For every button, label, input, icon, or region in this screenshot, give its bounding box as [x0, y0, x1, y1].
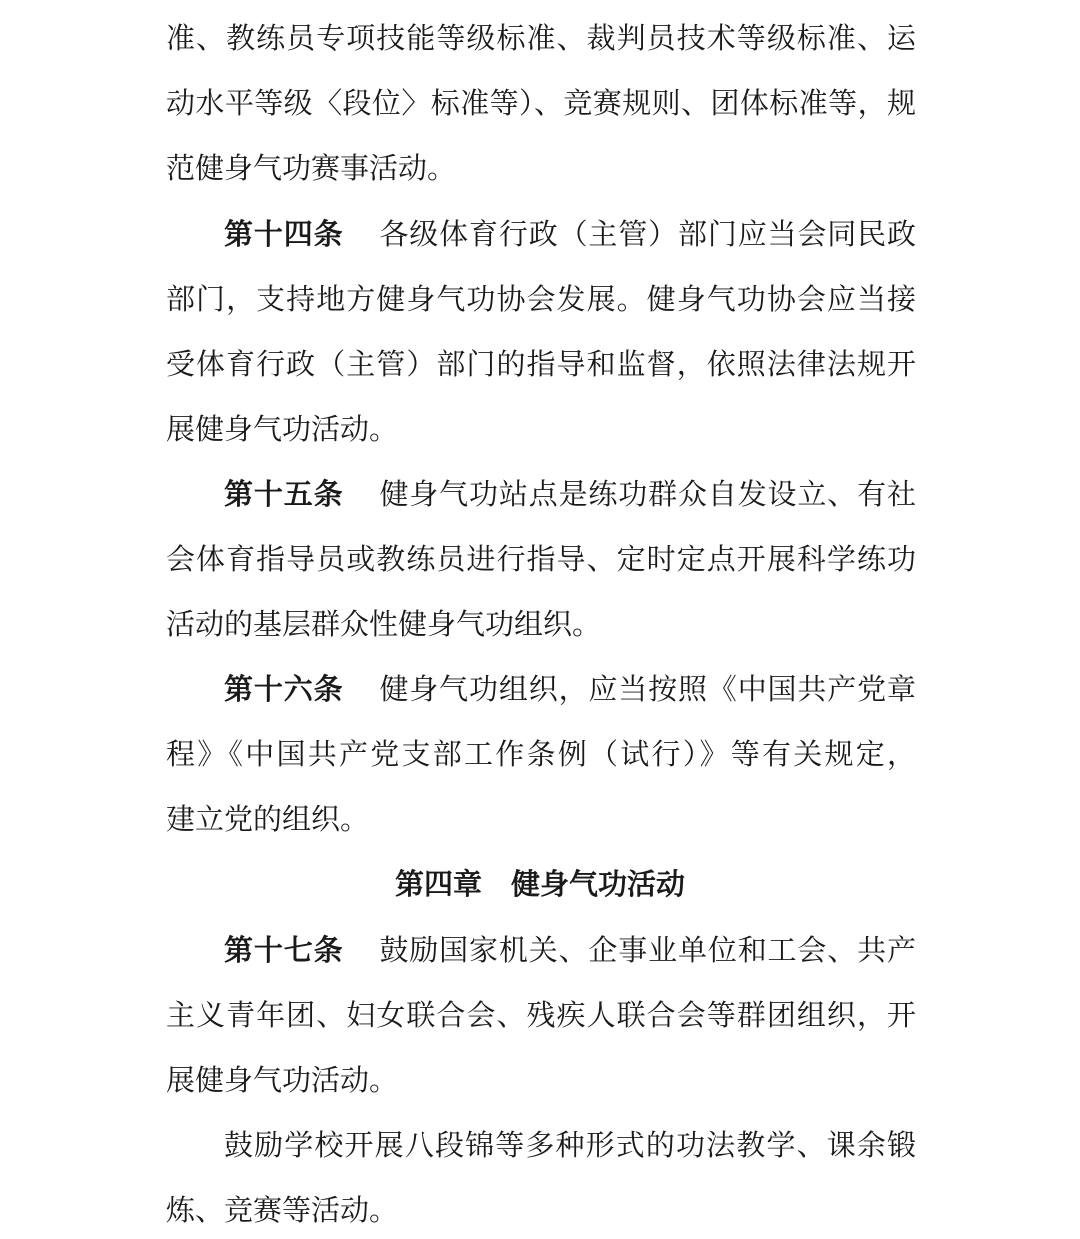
- article-text: 健身气功站点是练功群众自发设立、有社: [379, 477, 916, 511]
- article-text: 各级体育行政（主管）部门应当会同民政: [379, 217, 916, 251]
- paragraph-line: 鼓励学校开展八段锦等多种形式的功法教学、课余锻: [224, 1128, 916, 1162]
- paragraph-line: 活动的基层群众性健身气功组织。: [166, 607, 602, 641]
- article-14-first-line: [224, 208, 916, 260]
- article-16-first-line: [224, 663, 916, 715]
- article-number: 第十七条: [224, 933, 344, 967]
- article-text: 健身气功组织，应当按照《中国共产党章: [379, 672, 916, 706]
- paragraph-line: 建立党的组织。: [166, 802, 370, 836]
- paragraph-line: 炼、竞赛等活动。: [166, 1193, 399, 1227]
- article-number: 第十四条: [224, 217, 344, 251]
- article-number: 第十六条: [224, 672, 344, 706]
- paragraph-line: 受体育行政（主管）部门的指导和监督，依照法律法规开: [166, 347, 916, 381]
- chapter-heading: 第四章 健身气功活动: [394, 867, 685, 901]
- paragraph-line: 范健身气功赛事活动。: [166, 151, 457, 185]
- paragraph-line: 动水平等级〈段位〉标准等）、竞赛规则、团体标准等，规: [166, 86, 916, 120]
- article-text: 鼓励国家机关、企事业单位和工会、共产: [379, 933, 916, 967]
- paragraph-line: 主义青年团、妇女联合会、残疾人联合会等群团组织，开: [166, 998, 916, 1032]
- paragraph-line: 展健身气功活动。: [166, 1063, 399, 1097]
- paragraph-line: 展健身气功活动。: [166, 412, 399, 446]
- article-15-first-line: [224, 468, 916, 520]
- paragraph-line: 程》《中国共产党支部工作条例（试行）》等有关规定，: [166, 737, 916, 771]
- paragraph-line: 准、教练员专项技能等级标准、裁判员技术等级标准、运: [166, 21, 916, 55]
- article-number: 第十五条: [224, 477, 344, 511]
- article-17-first-line: [224, 924, 916, 976]
- paragraph-line: 会体育指导员或教练员进行指导、定时定点开展科学练功: [166, 542, 916, 576]
- paragraph-line: 部门，支持地方健身气功协会发展。健身气功协会应当接: [166, 282, 916, 316]
